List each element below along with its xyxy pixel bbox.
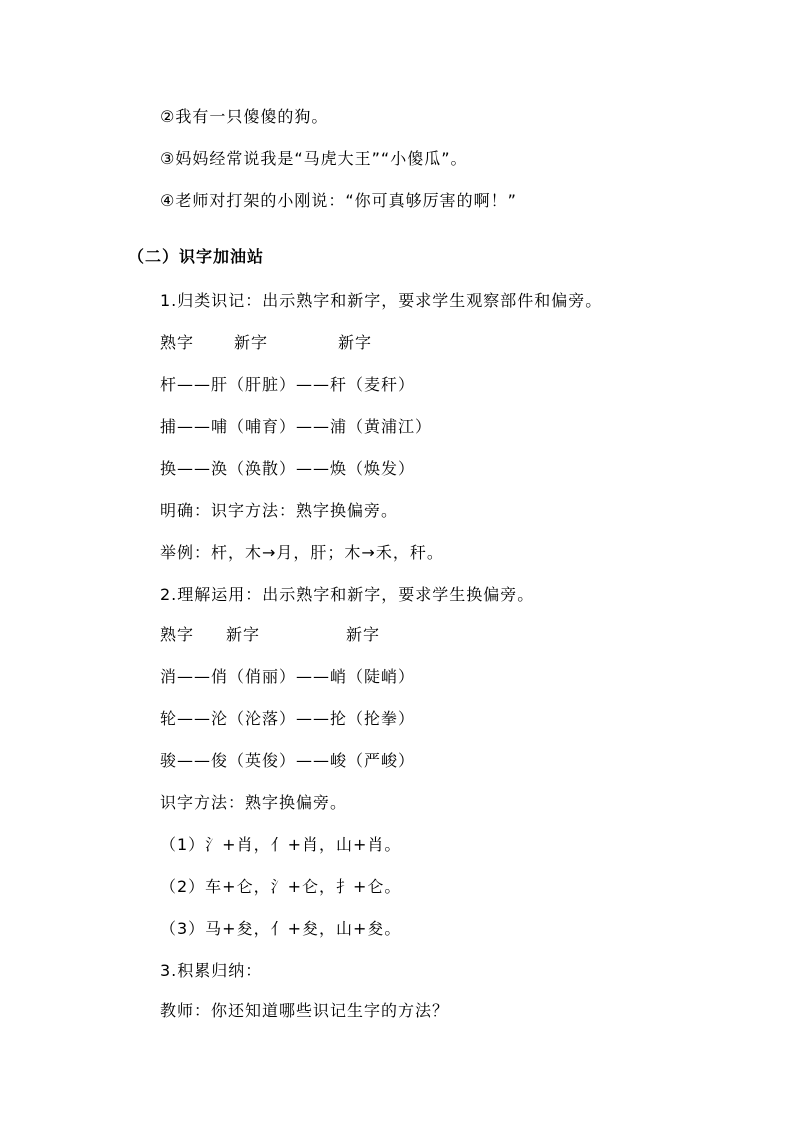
part2-item-2: （2）车+仑，氵+仑，扌+仑。 — [160, 877, 402, 896]
part2-item-3: （3）马+夋，亻+夋，山+夋。 — [160, 919, 402, 938]
part1-row-1: 杆——肝（肝脏）——秆（麦秆） — [160, 375, 416, 394]
part2-row-1: 消——俏（俏丽）——峭（陡峭） — [160, 667, 416, 686]
part2-method: 识字方法：熟字换偏旁。 — [160, 793, 348, 812]
example-4: ④老师对打架的小刚说：“你可真够厉害的啊！” — [160, 191, 517, 210]
part1-example: 举例：杆，木→月，肝；木→禾，秆。 — [160, 543, 444, 562]
part3-question: 教师：你还知道哪些识记生字的方法？ — [160, 1001, 450, 1020]
part3-intro: 3.积累归纳： — [160, 961, 263, 980]
header-familiar: 熟字 — [160, 333, 195, 352]
part1-row-3: 换——涣（涣散）——焕（焕发） — [160, 459, 416, 478]
header-new-2: 新字 — [346, 625, 381, 644]
header-new-1: 新字 — [234, 333, 269, 352]
part1-clarify: 明确：识字方法：熟字换偏旁。 — [160, 501, 399, 520]
part2-intro: 2.理解运用：出示熟字和新字，要求学生换偏旁。 — [160, 585, 535, 604]
part2-row-2: 轮——沦（沦落）——抡（抡拳） — [160, 709, 416, 728]
header-new-2: 新字 — [338, 333, 373, 352]
example-3: ③妈妈经常说我是“马虎大王”“小傻瓜”。 — [160, 149, 468, 168]
part1-intro: 1.归类识记：出示熟字和新字，要求学生观察部件和偏旁。 — [160, 291, 603, 310]
part2-item-1: （1）氵+肖，亻+肖，山+肖。 — [160, 835, 402, 854]
part2-row-3: 骏——俊（英俊）——峻（严峻） — [160, 751, 416, 770]
example-2: ②我有一只傻傻的狗。 — [160, 107, 329, 126]
header-familiar: 熟字 — [160, 625, 195, 644]
section-title: （二）识字加油站 — [128, 247, 265, 266]
header-new-1: 新字 — [226, 625, 261, 644]
part1-row-2: 捕——哺（哺育）——浦（黄浦江） — [160, 417, 433, 436]
